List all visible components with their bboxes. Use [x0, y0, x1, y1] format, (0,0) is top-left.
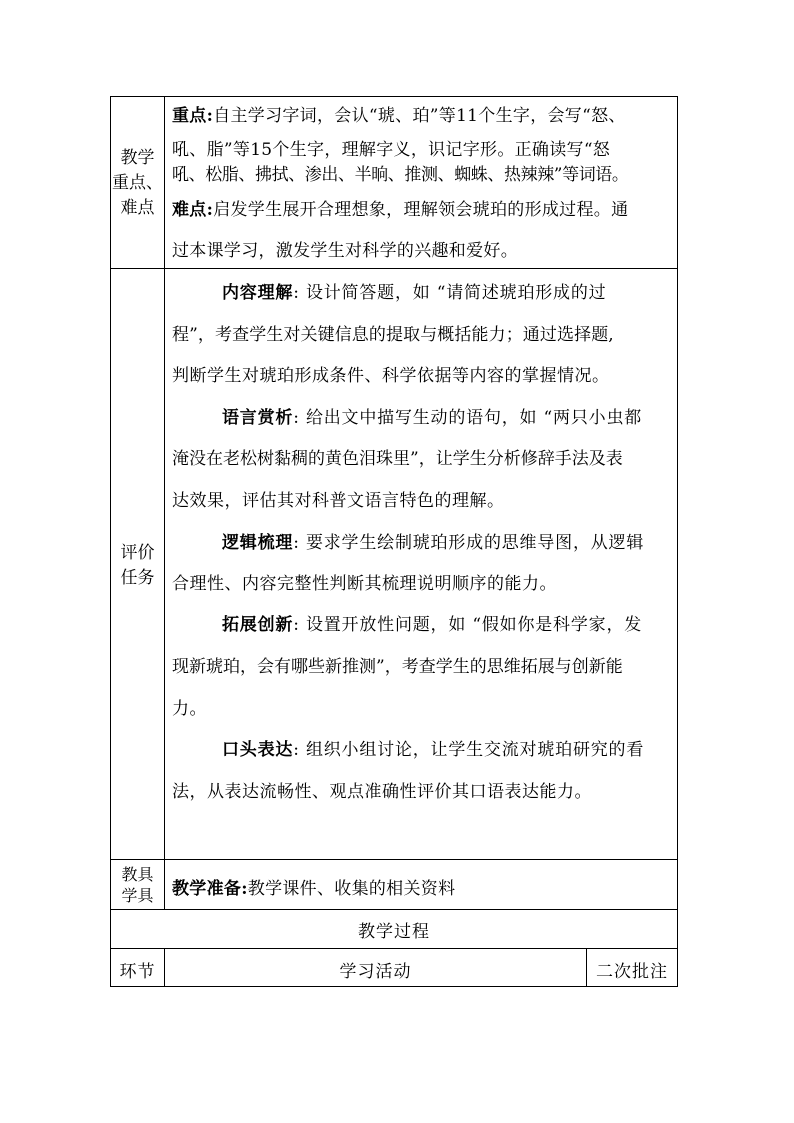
eval-item-logic-text-1: 要求学生绘制琥珀形成的思维导图，从逻辑	[305, 533, 645, 553]
tools-title: 教学准备:	[172, 879, 248, 899]
eval-item-oral-title: 口头表达	[222, 740, 294, 760]
eval-item-oral-text-1: 组织小组讨论，让学生交流对琥珀研究的看	[305, 740, 645, 760]
eval-item-logic-line-1	[222, 528, 644, 553]
column-header-stage: 环节	[119, 962, 156, 982]
eval-item-content-text-2: 程”，考查学生对关键信息的提取与概括能力；通过选择题,	[172, 325, 614, 345]
key-point-line-1	[172, 101, 626, 126]
tools-row-label	[111, 864, 164, 906]
column-header-activity: 学习活动	[339, 962, 412, 982]
eval-item-oral-line-1	[222, 735, 644, 760]
eval-item-content-title: 内容理解	[222, 283, 294, 303]
key-point-text-3: 吼、松脂、拂拭、渗出、半晌、推测、蜘蛛、热辣辣”等词语。	[172, 165, 629, 185]
eval-item-extension-sep: :	[293, 615, 300, 635]
eval-item-language-title: 语言赏析	[222, 408, 294, 428]
tools-text: 教学课件、收集的相关资料	[247, 879, 456, 899]
key-point-line-3	[172, 160, 629, 185]
row-divider-process-columns	[110, 948, 678, 949]
eval-item-language-text-1: 给出文中描写生动的语句，如 “两只小虫都	[305, 408, 643, 428]
eval-item-language-sep: :	[293, 408, 300, 428]
eval-item-logic-line-2	[172, 569, 557, 594]
focus-label-line-2: 重点、	[112, 173, 163, 193]
focus-label-line-1: 教学	[120, 148, 155, 168]
eval-item-oral-line-2	[172, 777, 592, 802]
difficult-point-line-2	[172, 236, 518, 261]
eval-item-logic-sep: :	[293, 533, 300, 553]
difficult-point-line-1	[172, 195, 628, 220]
eval-item-language-text-2: 淹没在老松树黏稠的黄色泪珠里”，让学生分析修辞手法及表	[172, 449, 623, 469]
eval-item-content-line-3	[172, 361, 610, 386]
eval-item-language-line-3	[172, 486, 505, 511]
row-divider-tools-process	[110, 909, 678, 910]
process-header: 教学过程	[358, 922, 430, 942]
eval-label-line-2: 任务	[120, 568, 155, 588]
focus-row-label	[111, 146, 164, 221]
row-divider-eval-tools	[110, 859, 678, 860]
eval-item-content-sep: :	[293, 283, 300, 303]
difficult-point-text-2: 过本课学习，激发学生对科学的兴趣和爱好。	[172, 241, 518, 261]
eval-item-content-text-1: 设计简答题，如 “请简述琥珀形成的过	[305, 283, 607, 303]
difficult-point-text-1: 启发学生展开合理想象，理解领会琥珀的形成过程。通	[213, 200, 629, 220]
difficult-point-title: 难点:	[172, 200, 214, 220]
row-divider-focus-eval	[110, 268, 678, 269]
eval-item-content-line-2	[172, 320, 614, 345]
column-header-note: 二次批注	[596, 962, 668, 982]
key-point-line-2	[172, 135, 610, 160]
tools-content	[172, 874, 455, 899]
key-point-title: 重点:	[172, 106, 214, 126]
eval-item-language-text-3: 达效果，评估其对科普文语言特色的理解。	[172, 491, 505, 511]
eval-item-extension-line-3	[172, 694, 207, 719]
eval-item-extension-title: 拓展创新	[222, 615, 294, 635]
table-right-border	[677, 96, 678, 987]
focus-label-line-3: 难点	[120, 198, 155, 218]
eval-item-logic-title: 逻辑梳理	[222, 533, 294, 553]
eval-row-label	[111, 541, 164, 591]
eval-item-language-line-2	[172, 444, 623, 469]
eval-label-line-1: 评价	[120, 543, 155, 563]
eval-item-extension-text-1: 设置开放性问题，如 “假如你是科学家，发	[305, 615, 643, 635]
tools-label-line-1: 教具	[121, 865, 154, 884]
tools-label-line-2: 学具	[121, 886, 154, 905]
label-column-divider	[164, 96, 165, 910]
eval-item-extension-line-1	[222, 610, 642, 635]
eval-item-oral-text-2: 法，从表达流畅性、观点准确性评价其口语表达能力。	[172, 782, 592, 802]
key-point-text-2: 吼、脂”等15个生字，理解字义，识记字形。正确读写“怒	[172, 140, 611, 160]
key-point-text-1: 自主学习字词，会认“琥、珀”等11个生字，会写“怒、	[213, 106, 626, 126]
table-bottom-border	[110, 986, 678, 987]
eval-item-extension-text-2: 现新琥珀，会有哪些新推测”，考查学生的思维拓展与创新能	[172, 657, 623, 677]
eval-item-extension-line-2	[172, 652, 623, 677]
eval-item-language-line-1	[222, 403, 642, 428]
eval-item-extension-text-3: 力。	[172, 699, 207, 719]
eval-item-oral-sep: :	[293, 740, 300, 760]
eval-item-content-line-1	[222, 278, 606, 303]
eval-item-logic-text-2: 合理性、内容完整性判断其梳理说明顺序的能力。	[172, 574, 557, 594]
table-top-border	[110, 96, 678, 97]
eval-item-content-text-3: 判断学生对琥珀形成条件、科学依据等内容的掌握情况。	[172, 366, 610, 386]
